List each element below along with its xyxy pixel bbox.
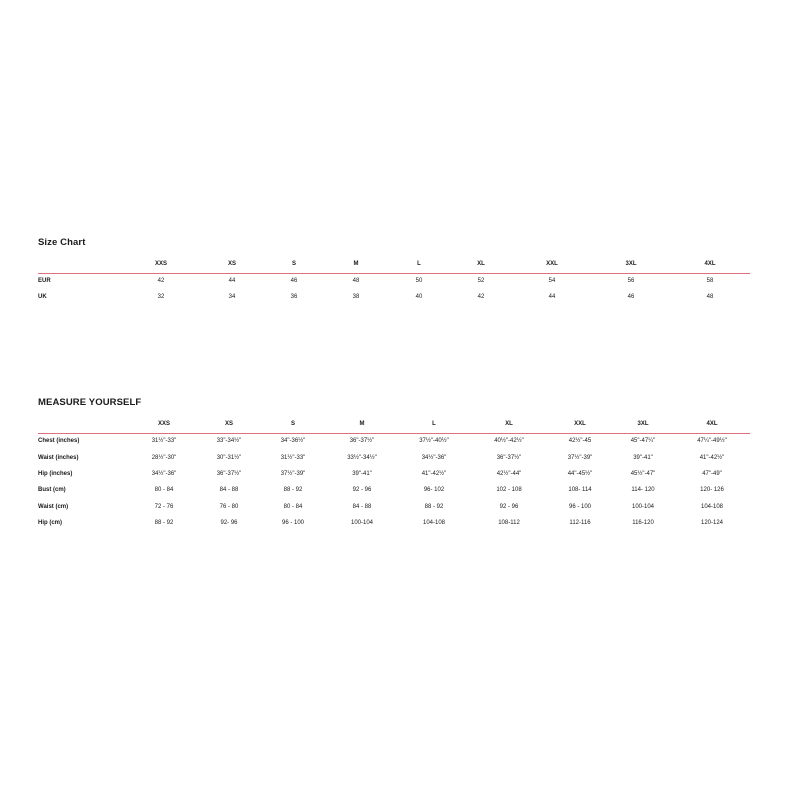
- table-cell: 52: [477, 278, 485, 285]
- table-cell: 100-104: [631, 503, 655, 510]
- column-header: M: [359, 420, 365, 427]
- column-header: XXS: [157, 420, 170, 427]
- table-cell: 34"-36½": [280, 438, 306, 445]
- column-header: L: [417, 260, 421, 267]
- table-cell: 88 - 92: [283, 487, 303, 494]
- column-header: [38, 415, 130, 433]
- column-header: XS: [227, 260, 236, 267]
- table-cell: 31½"-33": [280, 454, 306, 461]
- table-cell: 36: [290, 294, 298, 300]
- table-cell: 48: [706, 294, 714, 300]
- table-cell: 44: [228, 278, 236, 285]
- row-label: Waist (inches): [38, 454, 79, 461]
- table-cell: 112-116: [569, 520, 591, 527]
- table-cell: 108- 114: [568, 487, 592, 494]
- table-cell: 36"-37½": [496, 454, 522, 461]
- measure-header-row: [38, 415, 750, 433]
- table-cell: 47"-49": [702, 470, 722, 477]
- column-header: XXS: [154, 260, 167, 267]
- column-header: 3XL: [625, 260, 637, 267]
- table-cell: 31½"-33": [151, 438, 177, 445]
- table-cell: 33"-34½": [216, 438, 242, 445]
- table-row: [38, 273, 750, 289]
- table-cell: 58: [706, 278, 714, 285]
- column-header: S: [290, 420, 295, 427]
- table-cell: 120-124: [700, 520, 724, 527]
- column-header: [38, 255, 122, 273]
- table-cell: 100-104: [350, 520, 374, 527]
- column-header: XXL: [546, 260, 558, 267]
- column-header: XS: [224, 420, 233, 427]
- table-cell: 120- 126: [700, 487, 724, 494]
- table-cell: 76 - 80: [219, 503, 239, 510]
- table-row: [38, 449, 750, 465]
- table-row: [38, 466, 750, 482]
- table-cell: 34½"-36": [151, 470, 177, 477]
- table-cell: 45½"-47": [630, 470, 656, 477]
- table-cell: 34½"-36": [421, 454, 447, 461]
- table-cell: 54: [548, 278, 556, 285]
- table-cell: 88 - 92: [154, 520, 174, 527]
- table-cell: 56: [627, 278, 635, 285]
- table-cell: 114- 120: [631, 487, 655, 494]
- table-cell: 42: [157, 278, 165, 285]
- row-label: EUR: [38, 278, 51, 285]
- table-cell: 96- 102: [423, 487, 445, 494]
- table-cell: 37½"-40½": [419, 438, 449, 445]
- table-cell: 32: [157, 294, 165, 300]
- table-cell: 96 - 100: [568, 503, 592, 510]
- table-cell: 36"-37½": [349, 438, 375, 445]
- table-cell: 88 - 92: [424, 503, 444, 510]
- table-cell: 33½"-34½": [347, 454, 377, 461]
- column-header: XL: [505, 420, 513, 427]
- measure-yourself-section: [38, 397, 750, 531]
- table-cell: 92 - 96: [352, 487, 372, 494]
- table-cell: 84 - 88: [219, 487, 239, 494]
- table-cell: 34: [228, 294, 236, 300]
- table-cell: 104-108: [700, 503, 724, 510]
- size-chart-title: Size Chart: [38, 237, 86, 248]
- table-cell: 104-108: [422, 520, 446, 527]
- table-cell: 92 - 96: [499, 503, 519, 510]
- size-chart-header-row: [38, 255, 750, 273]
- table-cell: 116-120: [632, 520, 654, 527]
- column-header: S: [291, 260, 296, 267]
- table-cell: 42: [477, 294, 485, 300]
- table-cell: 42½"-45: [568, 438, 592, 445]
- table-cell: 47¼"-49½": [697, 438, 727, 445]
- table-cell: 28½"-30": [151, 454, 177, 461]
- table-cell: 50: [415, 278, 423, 285]
- size-chart-section: [38, 237, 750, 305]
- row-label: Chest (inches): [38, 438, 80, 445]
- size-chart-table: [38, 255, 750, 305]
- row-label: UK: [38, 294, 47, 300]
- column-header: 4XL: [706, 420, 718, 427]
- table-cell: 42½"-44": [496, 470, 522, 477]
- row-label: Bust (cm): [38, 487, 66, 494]
- table-cell: 102 - 108: [496, 487, 522, 494]
- table-cell: 44: [548, 294, 556, 300]
- table-cell: 30"-31½": [216, 454, 242, 461]
- table-cell: 39"-41": [633, 454, 653, 461]
- column-header: L: [432, 420, 436, 427]
- table-cell: 40½"-42½": [494, 438, 524, 445]
- table-cell: 37½"-39": [280, 470, 306, 477]
- table-cell: 72 - 76: [154, 503, 174, 510]
- table-cell: 41"-42½": [699, 454, 725, 461]
- measure-yourself-table: [38, 415, 750, 531]
- table-cell: 46: [290, 278, 298, 285]
- table-cell: 40: [415, 294, 423, 300]
- table-cell: 39"-41": [352, 470, 372, 477]
- table-cell: 45"-47¼": [630, 438, 656, 445]
- row-label: Waist (cm): [38, 503, 69, 510]
- table-cell: 84 - 88: [352, 503, 372, 510]
- table-cell: 108-112: [498, 520, 520, 527]
- table-row: [38, 289, 750, 305]
- column-header: 3XL: [637, 420, 649, 427]
- table-cell: 96 - 100: [281, 520, 305, 527]
- table-cell: 80 - 84: [283, 503, 303, 510]
- table-row: [38, 515, 750, 531]
- table-row: [38, 499, 750, 515]
- table-cell: 46: [627, 294, 635, 300]
- table-row: [38, 482, 750, 498]
- row-label: Hip (cm): [38, 520, 62, 527]
- table-cell: 37½"-39": [567, 454, 593, 461]
- column-header: XL: [477, 260, 485, 267]
- table-cell: 92- 96: [220, 520, 238, 527]
- column-header: 4XL: [704, 260, 716, 267]
- measure-yourself-title: MEASURE YOURSELF: [38, 397, 142, 408]
- table-cell: 38: [352, 294, 360, 300]
- table-cell: 41"-42½": [421, 470, 447, 477]
- table-cell: 80 - 84: [154, 487, 174, 494]
- table-cell: 48: [352, 278, 360, 285]
- table-row: [38, 433, 750, 449]
- row-label: Hip (inches): [38, 470, 73, 477]
- column-header: M: [353, 260, 359, 267]
- table-cell: 44"-45½": [567, 470, 593, 477]
- table-cell: 36"-37½": [216, 470, 242, 477]
- column-header: XXL: [574, 420, 586, 427]
